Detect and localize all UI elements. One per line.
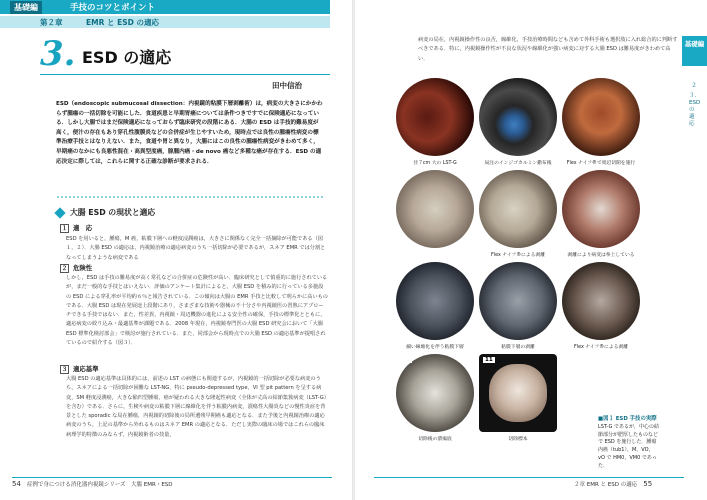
endoscopy-photo: 5 — [479, 170, 557, 248]
photo-caption: Flex ナイフ®で周辺切開を施行 — [566, 161, 636, 166]
dotted-divider — [56, 196, 324, 198]
subheading-title: 適応基準 — [73, 365, 99, 373]
subheading-2 — [60, 263, 92, 273]
endoscopy-photo: 3 — [562, 78, 640, 156]
endoscopy-photo: 9 — [562, 262, 640, 340]
specimen-photo: 11 — [479, 354, 557, 432]
photo-caption: 切除標本 — [508, 437, 528, 442]
right-top-paragraph: 病変の局在，内視鏡操作性の良否，線維化，手技治療時間なども含めて外科手術も選択肢に入れ総合的に判断すべきである．特に，内視鏡操作性が不良な状況や線維化が強い病変に対する大腸 ESD は難易度がきわめて高い． — [418, 37, 678, 62]
resected-specimen — [489, 364, 547, 422]
lead-paragraph: ESD（endoscopic submucosal dissection：内視鏡的粘膜下層剥離術）は，病変の大きさにかかわらず腫瘍の一括切除を可能にした．食道疾患と早期胃癌については条件つきですでに保険適応になっている．しかし大腸ではまだ保険適応になっておらず臨床研究の段階にある．大腸の ESD は手技的難易度が高く，便汁の存在もあり穿孔性腹膜炎などの合併症が生じやすいため，現時点では良性の腫瘍性病変の標準治療手技とはなりえない．また，食道や胃と異なり，大腸にはこの良性の腫瘍性病変がきわめて多く，早期癌のなかにも良悪性混在・高異型度癌，腺腫内癌・de novo 癌など多種な癌が存在する．ESD の適応決定に際しては，これらに関する正確な診断が要求される． — [56, 101, 323, 165]
side-running-label: ３．ESDの適応 — [689, 93, 701, 127]
photo-caption: Flex ナイフ®による剥離 — [573, 345, 628, 350]
endoscopy-photo: 7 — [396, 262, 474, 340]
subheading-1 — [60, 223, 92, 233]
right-running-title: ２章 EMR と ESD の適応 — [574, 482, 638, 488]
endoscopy-photo: 2 — [479, 78, 557, 156]
right-page — [354, 0, 707, 500]
subheading-title: 適 応 — [73, 224, 93, 232]
left-running-title: 症例で身につける消化器内視鏡シリーズ 大腸 EMR・ESD — [26, 482, 173, 488]
figure-caption — [598, 416, 660, 471]
photo-caption: 細い線維化を伴う粘膜下層 — [406, 345, 464, 350]
right-page-number: 55 — [643, 480, 653, 488]
diamond-bullet-icon — [54, 207, 65, 218]
title-rule — [40, 74, 330, 75]
footer-rule — [374, 477, 684, 478]
left-page — [0, 0, 353, 500]
paragraph-risk: しかし，ESD は手技の難易度が高く常孔などの合併症の危険性が高い．臨床研究として慎重的に施行されているが，まだ一般的な手技とはいえない．評価のアンケート集計によると，大腸 ESD を積み的に行っている多施設の ESD による穿孔率が平均約６％と報告されている．この傾向は大腸の EMR 手技と比較して明らかに高いものである．大腸 ESD は現在発展途上段階にあり，さまざまな技術や器械の不十分さや内視鏡医の習熟にアプローチできる手技ではない．また，性差異，内視鏡・周辺機器の進化による安全性の確保，手技の標準化とともに，適応病変の絞り込み・最適基準が課題である．2008 年現在，内視鏡専門医の大腸 ESD 研究会において「大腸 ESD 標準化検討部会」で検討が施行されている．また，同部会から現時点での大腸 ESD の適応基準が提唱されているので紹介する（図３）． — [66, 275, 328, 347]
endoscopy-photo: 1 — [396, 78, 474, 156]
article-number: 3. — [40, 34, 76, 74]
section-tag: 基礎編 — [10, 1, 42, 14]
section-header-band — [0, 0, 330, 14]
photo-caption: 局注のインジゴカルミン撒布後 — [484, 161, 552, 166]
side-tab: 基礎編 — [682, 36, 707, 66]
photo-caption: 粘膜下層の剥離 — [501, 345, 535, 350]
figure-caption-title: ■図１ ESD 手技の実際 — [598, 416, 657, 422]
chapter-title: EMR と ESD の適応 — [86, 18, 159, 27]
photo-caption: 切除後の潰瘍底 — [418, 437, 452, 442]
subheading-number: ２ — [61, 265, 68, 272]
photo-caption: 剥離により病変は拳上している — [567, 253, 635, 258]
subheading-3 — [60, 364, 99, 374]
subheading-number: １ — [61, 225, 68, 232]
photo-caption: 径７cm 大の LST-G — [413, 161, 457, 166]
chapter-number: 第２章 — [40, 18, 63, 27]
footer-rule — [12, 477, 332, 478]
endoscopy-photo: 4 — [396, 170, 474, 248]
side-chapter-number: ２ — [690, 82, 697, 89]
right-footer — [574, 480, 652, 488]
paragraph-criteria: 大腸 ESD の適応基準は具体的には，前述の LST の病態にも関連するが，内視鏡的一括切除が必要な病変のうち，スネアによる一括切除が困難な LST-NG，特に pseudo-depressed type，VI 型 pit pattern を呈する病変，SM 軽度浸潤癌，大きな陥凹型腫瘍，癌が疑われる大きな隆起性病変（全体が丈高の結節集簇病変（LST-G）を含む）である．さらに，生検や病変の粘膜下層に線維化を伴う粘膜内病変，潰瘍性大腸炎などの慢性炎症を背景とした sporadic な局在腫瘍，内視鏡的切除後の局所遺残早期癌も適応となる．また予後と内視鏡治療の適応病変のうち，上記の基準から外れるものはスネア EMR の適応となる．ただし実際の臨床の場ではこれらの臨床病理学的特徴のみならず，内視鏡術者の技量， — [66, 376, 327, 438]
subheading-number: ３ — [61, 366, 68, 373]
endoscopy-photo: 6 — [562, 170, 640, 248]
article-title: ESD の適応 — [82, 48, 172, 67]
endoscopy-photo: 10 — [396, 354, 474, 432]
figure-caption-text: LST-G であるが，中心の結節部分が肥厚したものなどで ESD を施行した．腫瘍内癌（tub1），M，VO，vO で HM0，VM0 であった． — [598, 423, 660, 469]
photo-caption: Flex ナイフ®による剥離 — [490, 253, 545, 258]
author: 田中信治 — [272, 81, 302, 90]
left-footer — [12, 480, 173, 488]
section-heading-text: 大腸 ESD の現状と適応 — [70, 208, 156, 217]
section-title: 手技のコツとポイント — [70, 3, 156, 13]
subheading-title: 危険性 — [73, 264, 93, 272]
left-page-number: 54 — [12, 480, 21, 488]
paragraph-indication: ESD を用いると，腫瘍，M 癌，粘膜下層への軽度浸潤癌は，大きさに関係なく完全一括摘除が可能である（図１，２）．大腸 ESD の適応は，内視鏡治療の適応病変のうち一括切除が必要であるが，スネア EMR では分割となってしまうような病変である — [66, 236, 326, 261]
chapter-band — [0, 16, 330, 28]
section-heading — [56, 207, 155, 218]
endoscopy-photo: 8 — [479, 262, 557, 340]
